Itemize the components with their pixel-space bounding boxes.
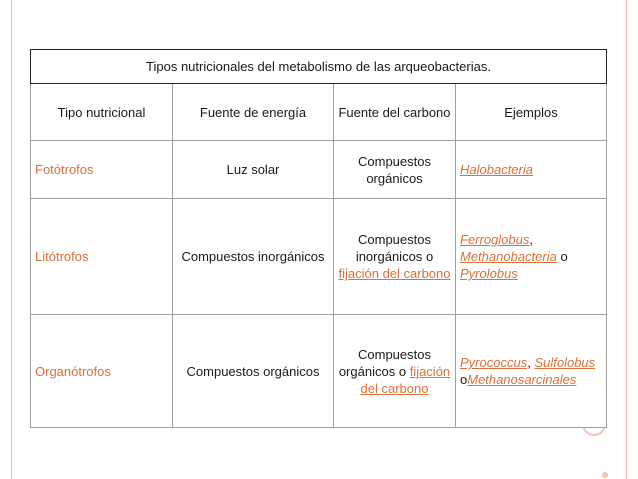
tipo-cell bbox=[31, 141, 173, 199]
table-title: Tipos nutricionales del metabolismo de las arqueobacterias. bbox=[31, 50, 607, 84]
tipo-cell bbox=[31, 199, 173, 315]
carbono-fijacion-link[interactable]: fijación del carbono bbox=[338, 266, 451, 281]
example-link[interactable]: Sulfolobus bbox=[534, 355, 596, 370]
slide-frame-left bbox=[11, 0, 12, 479]
example-link[interactable]: Ferroglobus bbox=[460, 232, 530, 247]
carbono-text: Compuestos inorgánicos bbox=[355, 232, 431, 264]
carbono-text: Compuestos orgánicos bbox=[338, 346, 431, 379]
header-energia: Fuente de energía bbox=[173, 84, 334, 141]
table-row bbox=[31, 141, 607, 199]
carbono-cell bbox=[334, 315, 456, 428]
table-title-row bbox=[31, 50, 607, 84]
decorative-dot bbox=[602, 472, 608, 478]
table-row bbox=[31, 199, 607, 315]
carbono-fijacion-link[interactable]: fijación del carbono bbox=[360, 363, 451, 396]
energia-cell: Compuestos inorgánicos bbox=[173, 199, 334, 315]
slide-frame-right bbox=[626, 0, 627, 479]
ejemplos-cell bbox=[456, 315, 607, 428]
header-carbono: Fuente del carbono bbox=[334, 84, 456, 141]
nutritional-types-table bbox=[30, 49, 607, 428]
energia-cell: Luz solar bbox=[173, 141, 334, 199]
example-link[interactable]: Pyrolobus bbox=[460, 266, 518, 281]
header-tipo: Tipo nutricional bbox=[31, 84, 173, 141]
table-row bbox=[31, 315, 607, 428]
example-link[interactable]: Methanosarcinales bbox=[467, 372, 577, 387]
example-separator: o bbox=[460, 372, 468, 387]
carbono-or: o bbox=[425, 249, 434, 264]
example-separator: , bbox=[527, 355, 531, 370]
carbono-or: o bbox=[398, 363, 407, 379]
tipo-link[interactable]: Organótrofos bbox=[35, 363, 111, 379]
ejemplos-cell bbox=[456, 199, 607, 315]
tipo-link[interactable]: Litótrofos bbox=[35, 249, 89, 264]
example-link[interactable]: Methanobacteria bbox=[460, 249, 557, 264]
ejemplos-cell bbox=[456, 141, 607, 199]
header-ejemplos: Ejemplos bbox=[456, 84, 607, 141]
example-separator: o bbox=[560, 249, 568, 264]
table-header-row bbox=[31, 84, 607, 141]
tipo-link[interactable]: Fotótrofos bbox=[35, 162, 94, 177]
energia-cell: Compuestos orgánicos bbox=[173, 315, 334, 428]
carbono-cell bbox=[334, 199, 456, 315]
carbono-cell: Compuestos orgánicos bbox=[334, 141, 456, 199]
example-link[interactable]: Pyrococcus bbox=[460, 355, 528, 370]
tipo-cell bbox=[31, 315, 173, 428]
example-separator: , bbox=[529, 232, 533, 247]
example-link[interactable]: Halobacteria bbox=[460, 162, 533, 177]
